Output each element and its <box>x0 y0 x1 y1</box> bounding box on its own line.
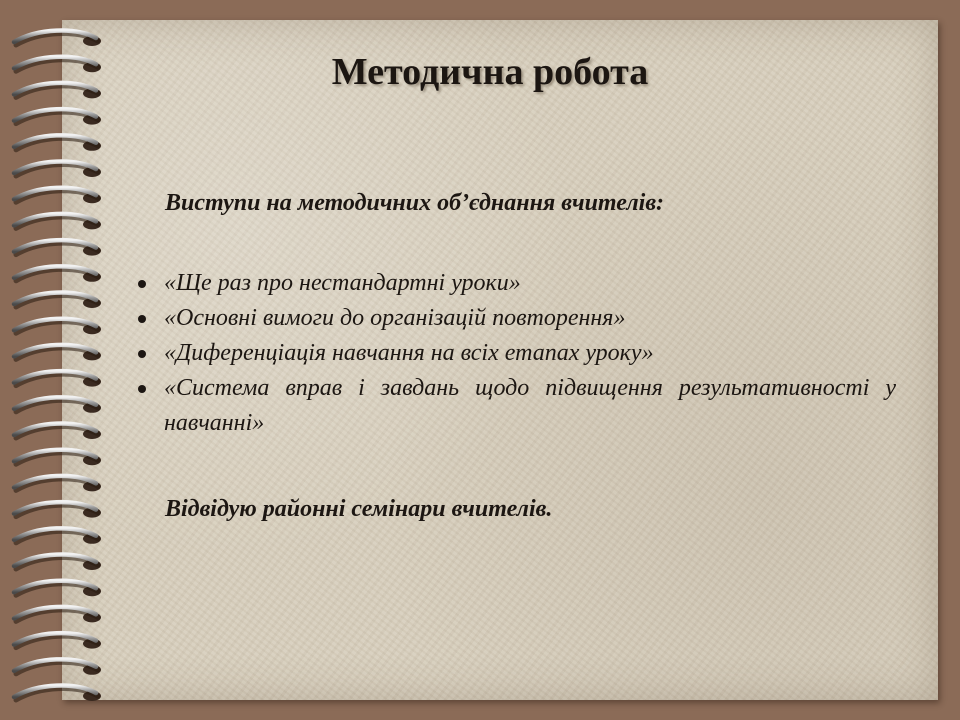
bullet-dot-icon <box>138 280 146 288</box>
binding-ring <box>14 476 101 491</box>
binding-ring <box>14 57 101 72</box>
list-item-text: «Диференціація навчання на всіх етапах уроку» <box>164 340 654 366</box>
binding-ring <box>14 424 101 439</box>
binding-ring <box>14 109 101 124</box>
binding-ring <box>14 266 101 281</box>
binding-ring <box>14 214 101 229</box>
bullet-dot-icon <box>138 385 146 393</box>
binding-ring <box>14 293 101 308</box>
list-item-text: «Основні вимоги до організацій повторення» <box>164 305 626 331</box>
list-item <box>138 336 896 371</box>
binding-ring <box>14 371 101 386</box>
list-item <box>138 301 896 336</box>
binding-ring <box>14 240 101 255</box>
binding-ring <box>14 397 101 412</box>
binding-ring <box>14 83 101 98</box>
binding-ring <box>14 555 101 570</box>
spiral-binding-icon <box>0 0 130 720</box>
binding-ring <box>14 686 101 701</box>
binding-ring <box>14 502 101 517</box>
binding-ring <box>14 135 101 150</box>
binding-ring <box>14 633 101 648</box>
list-item-text: «Ще раз про нестандартні уроки» <box>164 270 521 296</box>
list-item <box>138 371 896 441</box>
bullet-dot-icon <box>138 315 146 323</box>
binding-ring <box>14 188 101 203</box>
list-item <box>138 266 896 301</box>
bullet-list <box>138 266 896 441</box>
closing-statement: Відвідую районні семінари вчителів. <box>165 496 553 522</box>
section-heading: Виступи на методичних об’єднання вчителів: <box>165 190 665 216</box>
binding-ring <box>14 581 101 596</box>
page-title: Методична робота <box>331 51 649 93</box>
binding-ring <box>14 319 101 334</box>
binding-ring <box>14 528 101 543</box>
binding-ring <box>14 162 101 177</box>
binding-ring <box>14 345 101 360</box>
binding-ring <box>14 31 101 46</box>
bullet-dot-icon <box>138 350 146 358</box>
binding-ring <box>14 659 101 674</box>
binding-ring <box>14 607 101 622</box>
binding-ring <box>14 450 101 465</box>
list-item-text: «Система вправ і завдань щодо підвищення результативності у навчанні» <box>164 375 896 436</box>
